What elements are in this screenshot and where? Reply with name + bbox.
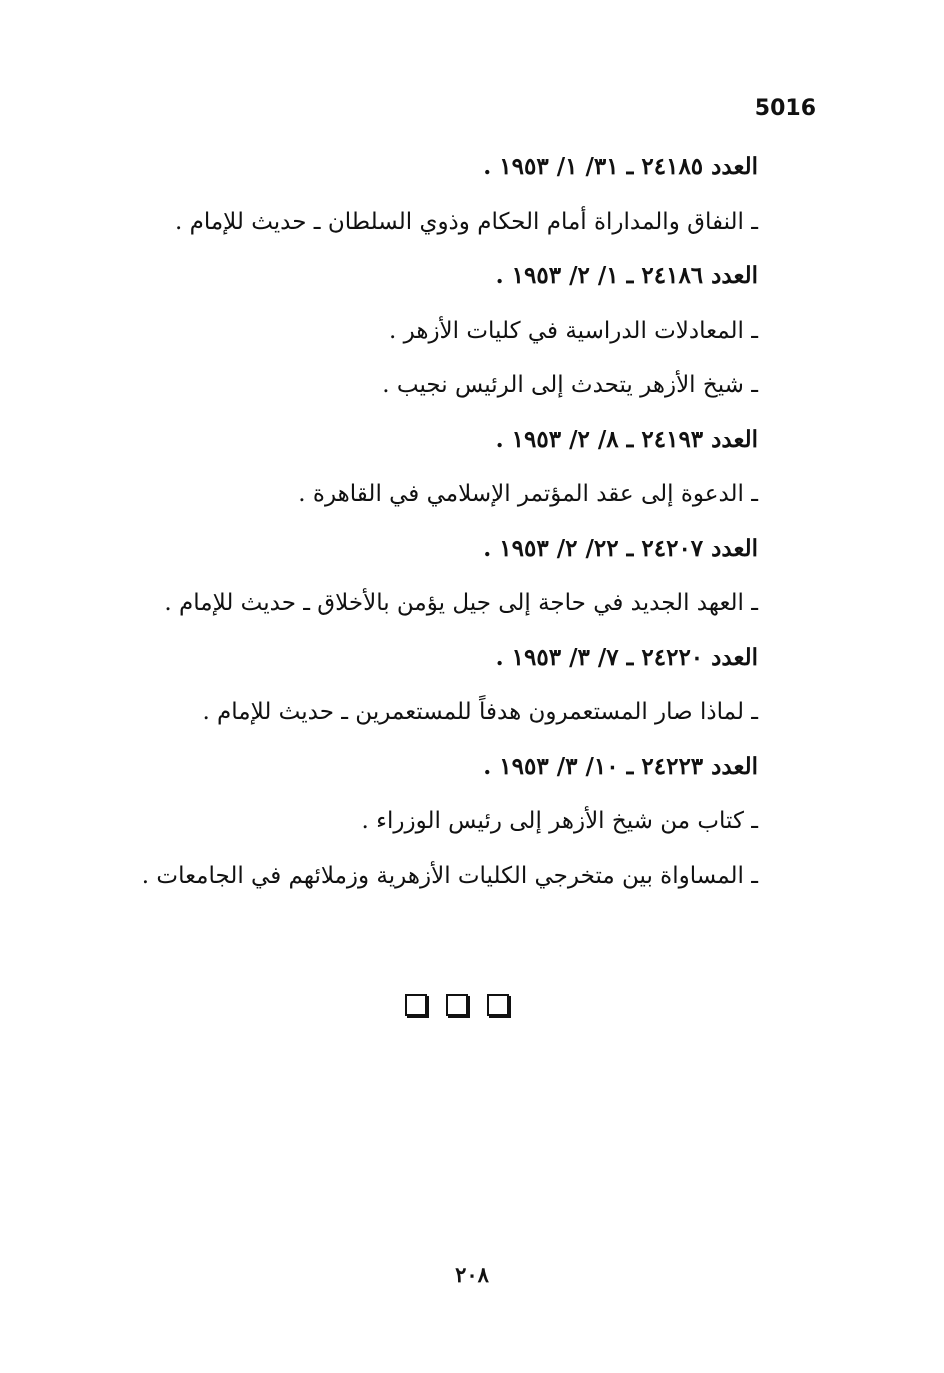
article-line: ـ شيخ الأزهر يتحدث إلى الرئيس نجيب . <box>382 372 758 398</box>
article-line: ـ المعادلات الدراسية في كليات الأزهر . <box>389 317 758 344</box>
article-line: ـ كتاب من شيخ الأزهر إلى رئيس الوزراء . <box>361 808 758 834</box>
page-number: ٢٠٨ <box>455 1262 489 1287</box>
article-line: ـ لماذا صار المستعمرون هدفاً للمستعمرين ـ حديث للإمام . <box>202 699 758 725</box>
issue-line: العدد ٢٤١٨٦ ـ ١/ ٢/ ١٩٥٣ . <box>495 262 758 289</box>
article-line: ـ المساواة بين متخرجي الكليات الأزهرية وزملائهم في الجامعات . <box>141 862 758 889</box>
issue-list <box>60 144 758 907</box>
square-ornament-icon <box>487 994 509 1016</box>
issue-line: العدد ٢٤٢٢٣ ـ ١٠/ ٣/ ١٩٥٣ . <box>483 752 758 780</box>
square-ornament-icon <box>405 994 427 1016</box>
article-line: ـ الدعوة إلى عقد المؤتمر الإسلامي في القاهرة . <box>298 481 758 507</box>
article-line: ـ النفاق والمداراة أمام الحكام وذوي السلطان ـ حديث للإمام . <box>174 208 758 235</box>
page-id: 5016 <box>754 96 816 121</box>
section-end-marks <box>405 994 509 1016</box>
article-line: ـ العهد الجديد في حاجة إلى جيل يؤمن بالأخلاق ـ حديث للإمام . <box>164 590 758 616</box>
issue-line: العدد ٢٤١٨٥ ـ ٣١/ ١/ ١٩٥٣ . <box>483 153 758 180</box>
issue-line: العدد ٢٤٢٠٧ ـ ٢٢/ ٢/ ١٩٥٣ . <box>483 534 758 562</box>
square-ornament-icon <box>446 994 468 1016</box>
issue-line: العدد ٢٤٢٢٠ ـ ٧/ ٣/ ١٩٥٣ . <box>495 643 758 671</box>
issue-line: العدد ٢٤١٩٣ ـ ٨/ ٢/ ١٩٥٣ . <box>495 425 758 453</box>
